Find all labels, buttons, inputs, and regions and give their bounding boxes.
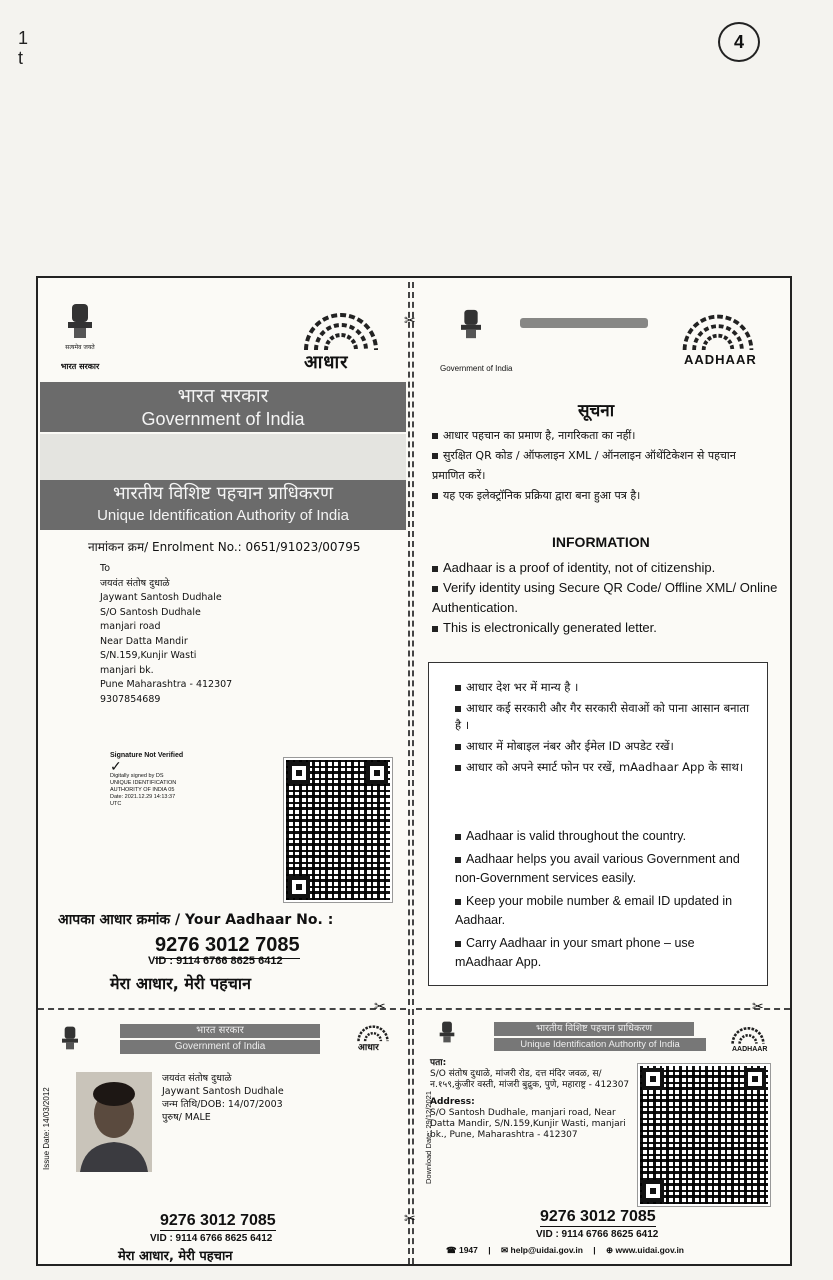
back-vid: VID : 9114 6766 8625 6412 bbox=[536, 1229, 659, 1240]
scissor-icon-4: ✂ bbox=[752, 998, 764, 1014]
info-title: INFORMATION bbox=[552, 534, 650, 550]
back-logo-text: AADHAAR bbox=[732, 1046, 768, 1053]
info-item: Verify identity using Secure QR Code/ Offline XML/ Online Authentication. bbox=[432, 580, 778, 615]
scissor-icon-2: ✂ bbox=[404, 1210, 416, 1226]
corner-circle-mark: 4 bbox=[718, 22, 760, 62]
address-block bbox=[100, 562, 350, 707]
web-address: www.uidai.gov.in bbox=[615, 1245, 685, 1255]
email-icon: ✉ bbox=[501, 1245, 509, 1255]
front-logo-text: आधार bbox=[358, 1043, 379, 1053]
email-address: help@uidai.gov.in bbox=[510, 1245, 583, 1255]
phone-icon: ☎ bbox=[446, 1245, 457, 1255]
vertical-cut-line bbox=[408, 282, 414, 1264]
back-footer: ☎ 1947 | ✉ help@uidai.gov.in | ⊕ www.uidai.gov.in bbox=[446, 1245, 685, 1255]
box-english-item: Carry Aadhaar in your smart phone – use mAadhaar App. bbox=[455, 936, 695, 969]
issue-date: Issue Date: 14/03/2012 bbox=[42, 1087, 51, 1170]
signature-line: UNIQUE IDENTIFICATION bbox=[110, 780, 177, 786]
box-hindi-item: आधार कई सरकारी और गैर सरकारी सेवाओं को पाना आसान बनाता है । bbox=[455, 701, 750, 732]
gov-english: Government of India bbox=[141, 409, 305, 429]
address-line: Near Datta Mandir bbox=[100, 635, 188, 647]
notice-item: यह एक इलेक्ट्रॉनिक प्रक्रिया द्वारा बना हुआ पत्र है। bbox=[432, 486, 772, 506]
back-address bbox=[430, 1058, 630, 1141]
front-gov-hindi: भारत सरकार bbox=[120, 1024, 320, 1038]
notice-item: सुरक्षित QR कोड / ऑफलाइन XML / ऑनलाइन ऑथेंटिकेशन से पहचान प्रमाणित करें। bbox=[432, 449, 736, 482]
box-english-item: Aadhaar helps you avail various Government and non-Government services easily. bbox=[455, 852, 740, 885]
horizontal-cut-line-right bbox=[416, 1008, 790, 1010]
back-aadhaar-number: 9276 3012 7085 bbox=[540, 1208, 656, 1225]
back-emblem-icon bbox=[436, 1018, 458, 1046]
address-line: Pune Maharashtra - 412307 bbox=[100, 679, 233, 690]
box-hindi-item: आधार देश भर में मान्य है । bbox=[455, 679, 755, 696]
address-label-english: Address: bbox=[430, 1097, 475, 1107]
signature-line: Digitally signed by DS bbox=[110, 773, 164, 779]
aadhaar-logo-text: आधार bbox=[304, 352, 349, 373]
right-emblem-icon bbox=[456, 306, 486, 342]
signature-line: UTC bbox=[110, 801, 122, 807]
scissor-icon: ✂ bbox=[404, 312, 416, 328]
address-line: जयवंत संतोष दुधाळे bbox=[100, 577, 170, 589]
notice-item: आधार पहचान का प्रमाण है, नागरिकता का नहीं। bbox=[432, 426, 772, 446]
corner-mark-top-left: 1 t bbox=[18, 28, 29, 68]
front-emblem-icon bbox=[58, 1022, 82, 1054]
address-hindi: S/O संतोष दुधाळे, मांजरी रोड, दत्त मंदिर जवळ, स/न.१५९,कुंजीर वस्ती, मांजरी बुद्रुक, पुणे, महाराष्ट्र - 412307 bbox=[430, 1069, 630, 1090]
emblem-caption-gov: भारत सरकार bbox=[60, 362, 100, 371]
address-line: S/O Santosh Dudhale bbox=[100, 606, 201, 618]
front-logo-icon bbox=[356, 1022, 390, 1042]
horizontal-cut-line-left bbox=[38, 1008, 406, 1010]
box-english-item: Aadhaar is valid throughout the country. bbox=[455, 827, 755, 846]
tagline: मेरा आधार, मेरी पहचान bbox=[110, 974, 251, 993]
back-logo-icon bbox=[730, 1024, 766, 1044]
signature-check-icon: ✓ bbox=[110, 758, 122, 774]
signature-line: AUTHORITY OF INDIA 05 bbox=[110, 787, 175, 793]
signature-title: Signature Not Verified bbox=[110, 752, 184, 759]
box-hindi-item: आधार में मोबाइल नंबर और ईमेल ID अपडेट रखें। bbox=[455, 738, 755, 755]
signature-line: Date: 2021.12.29 14:13:37 bbox=[110, 794, 176, 800]
address-line: manjari bk. bbox=[100, 664, 154, 676]
address-line: To bbox=[100, 563, 111, 574]
notice-list bbox=[432, 426, 772, 506]
back-uidai-hindi: भारतीय विशिष्ट पहचान प्राधिकरण bbox=[494, 1022, 694, 1036]
notice-title: सूचना bbox=[578, 401, 615, 421]
info-box bbox=[428, 662, 768, 986]
signature-block bbox=[110, 752, 200, 808]
front-details bbox=[162, 1072, 382, 1124]
box-hindi-item: आधार को अपने स्मार्ट फोन पर रखें, mAadhaar App के साथ। bbox=[455, 759, 755, 776]
emblem-caption: सत्यमेव जयते bbox=[65, 344, 95, 351]
band-gap-line bbox=[40, 434, 406, 480]
redaction-bar bbox=[520, 318, 648, 328]
uidai-english: Unique Identification Authority of India bbox=[97, 507, 349, 524]
enrolment-number: नामांकन क्रम/ Enrolment No.: 0651/91023/00795 bbox=[88, 540, 361, 554]
aadhaar-number: 9276 3012 7085 bbox=[155, 934, 300, 959]
front-dob: जन्म तिथि/DOB: 14/07/2003 bbox=[162, 1099, 283, 1110]
front-name-english: Jaywant Santosh Dudhale bbox=[162, 1086, 284, 1097]
box-english-list bbox=[455, 827, 755, 972]
address-label-hindi: पता: bbox=[430, 1058, 447, 1068]
front-gov-english: Government of India bbox=[120, 1040, 320, 1054]
vid-number: VID : 9114 6766 8625 6412 bbox=[148, 955, 283, 967]
front-tagline: मेरा आधार, मेरी पहचान bbox=[118, 1249, 233, 1264]
box-english-item: Keep your mobile number & email ID updated in Aadhaar. bbox=[455, 894, 733, 927]
download-date: Download Date: 29/12/2021 bbox=[424, 1091, 433, 1184]
front-aadhaar-number: 9276 3012 7085 bbox=[160, 1212, 276, 1229]
address-line: manjari road bbox=[100, 621, 161, 632]
box-hindi-list bbox=[455, 679, 755, 776]
address-line: S/N.159,Kunjir Wasti bbox=[100, 650, 197, 661]
front-gender: पुरुष/ MALE bbox=[162, 1112, 211, 1123]
info-item: Aadhaar is a proof of identity, not of citizenship. bbox=[432, 558, 778, 578]
gov-hindi: भारत सरकार bbox=[177, 385, 269, 407]
address-line: Jaywant Santosh Dudhale bbox=[100, 592, 222, 603]
left-emblem-icon bbox=[62, 300, 98, 342]
address-english: S/O Santosh Dudhale, manjari road, Near Datta Mandir, S/N.159,Kunjir Wasti, manjari bk., Pune, Maharashtra - 412307 bbox=[430, 1108, 626, 1140]
qr-code-back bbox=[638, 1064, 770, 1206]
uidai-band bbox=[40, 480, 406, 530]
photo bbox=[76, 1072, 152, 1172]
web-icon: ⊕ bbox=[606, 1245, 614, 1255]
aadhaar-logo-icon-right bbox=[678, 308, 758, 350]
front-name-hindi: जयवंत संतोष दुधाळे bbox=[162, 1073, 232, 1084]
uidai-hindi: भारतीय विशिष्ट पहचान प्राधिकरण bbox=[113, 483, 333, 504]
address-line: 9307854689 bbox=[100, 693, 161, 705]
gov-band bbox=[40, 382, 406, 432]
your-aadhaar-label: आपका आधार क्रमांक / Your Aadhaar No. : bbox=[58, 912, 334, 928]
back-uidai-english: Unique Identification Authority of India bbox=[494, 1038, 706, 1051]
phone-number: 1947 bbox=[458, 1245, 478, 1255]
right-emblem-caption: Government of India bbox=[440, 364, 513, 373]
aadhaar-logo-icon bbox=[300, 306, 382, 350]
scissor-icon-3: ✂ bbox=[374, 998, 386, 1014]
qr-code-large bbox=[284, 758, 392, 902]
info-item: This is electronically generated letter. bbox=[432, 618, 778, 638]
front-vid: VID : 9114 6766 8625 6412 bbox=[150, 1233, 273, 1244]
info-list bbox=[432, 558, 778, 638]
aadhaar-logo-text-right: AADHAAR bbox=[684, 352, 757, 367]
